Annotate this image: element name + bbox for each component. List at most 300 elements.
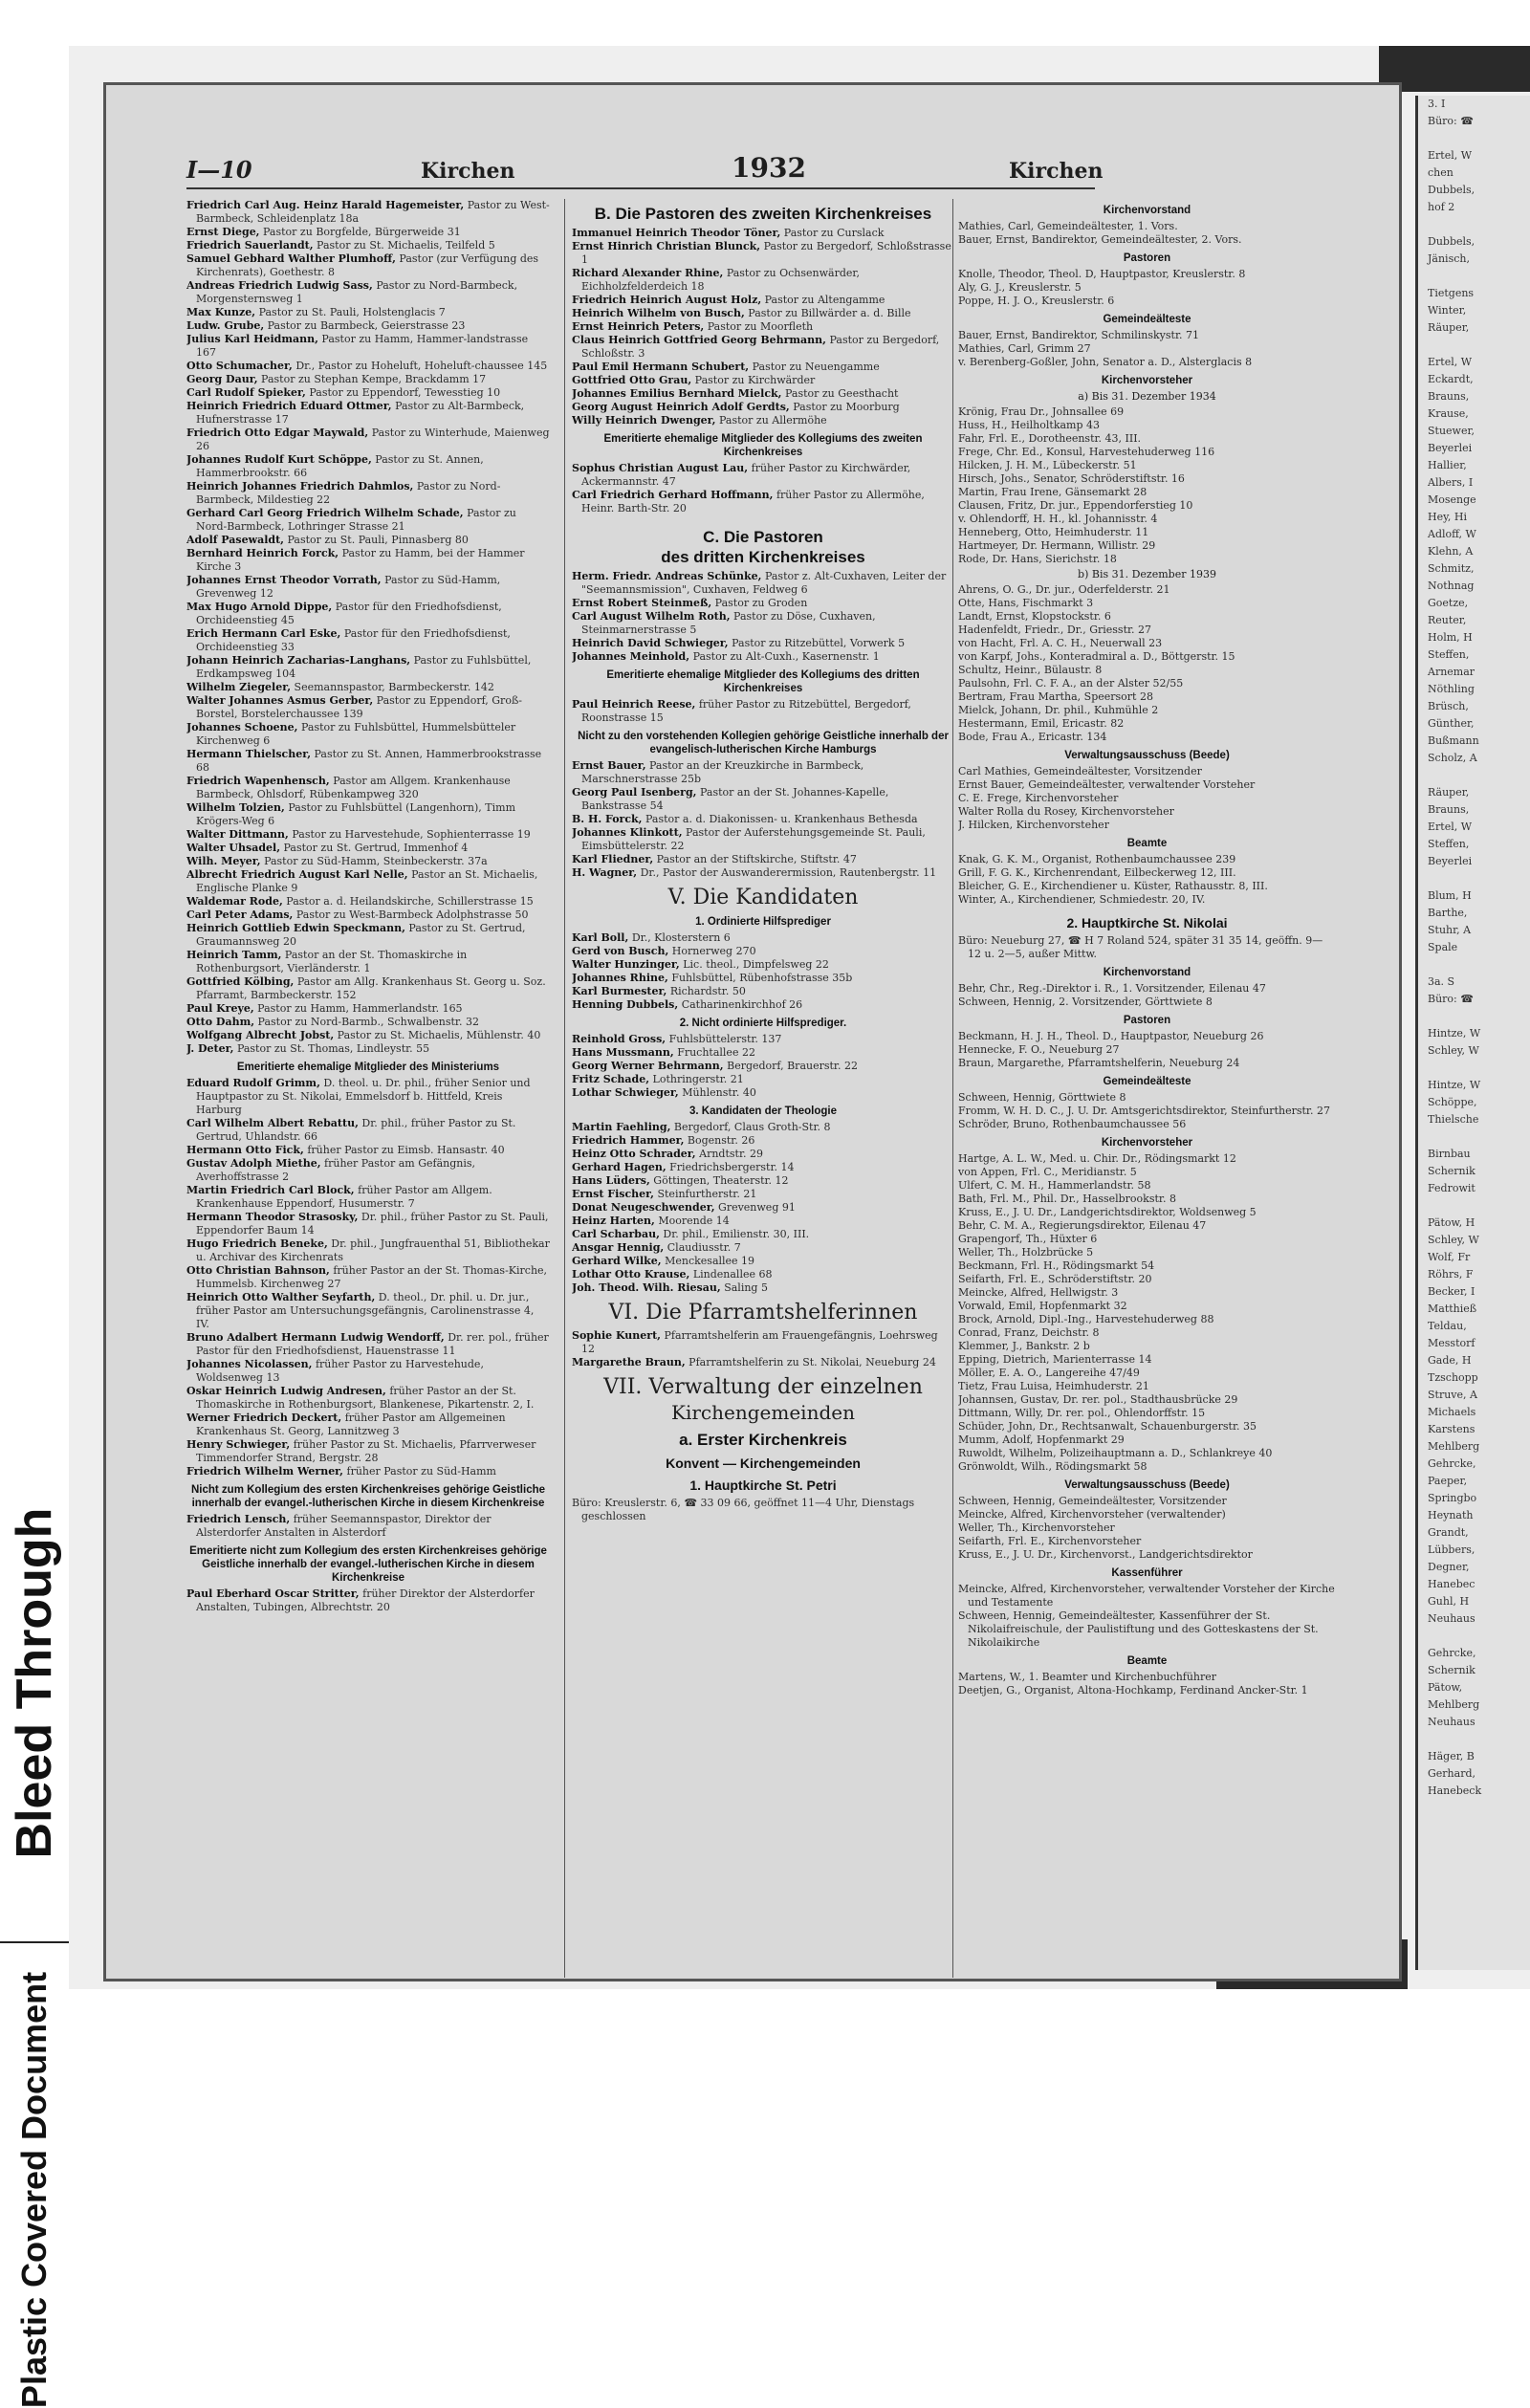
- directory-entry: Fahr, Frl. E., Dorotheenstr. 43, III.: [958, 432, 1142, 445]
- entry-details: Lothringerstr. 21: [649, 1073, 744, 1085]
- directory-entry: [186, 895, 550, 908]
- entry-details: Claudiusstr. 7: [664, 1241, 741, 1254]
- entry-details: Pastor zu Süd-Hamm, Grevenweg 12: [196, 574, 501, 600]
- entry-details: Pastor zu Ritzebüttel, Vorwerk 5: [728, 637, 906, 649]
- entry-details: früher Seemannspastor, Direktor der Alsterdorfer Anstalten in Alsterdorf: [196, 1513, 492, 1539]
- directory-entry: [186, 547, 550, 574]
- chapter-heading: VI. Die Pfarramtshelferinnen: [608, 1301, 918, 1324]
- entry-name: Ernst Heinrich Peters,: [572, 320, 705, 333]
- entry-name: Georg Paul Isenberg,: [572, 786, 697, 799]
- adjacent-page-fragment: Stuewer,: [1428, 425, 1475, 437]
- section-heading: Emeritierte ehemalige Mitglieder des Ministeriums: [236, 1062, 500, 1073]
- directory-entry: Poppe, H. J. O., Kreuslerstr. 6: [958, 295, 1115, 307]
- entry-name: Lothar Schwieger,: [572, 1086, 679, 1099]
- running-head-right: Kirchen: [1009, 159, 1104, 184]
- entry-details: Menckesallee 19: [661, 1255, 755, 1267]
- entry-name: Heinrich Friedrich Eduard Ottmer,: [186, 400, 392, 412]
- directory-entry: [572, 597, 954, 610]
- adjacent-page-fragment: Neuhaus: [1428, 1716, 1475, 1728]
- directory-entry: [186, 507, 550, 534]
- adjacent-page-fragment: Brauns,: [1428, 390, 1470, 403]
- entry-list: [186, 1077, 550, 1478]
- adjacent-page-fragment: Schernik: [1428, 1165, 1475, 1177]
- entry-name: Johannes Meinhold,: [572, 650, 690, 663]
- entry-list: [572, 698, 954, 725]
- adjacent-page-fragment: chen: [1428, 166, 1454, 179]
- directory-entry: Bleicher, G. E., Kirchendiener u. Küster, Rathausstr. 8, III.: [958, 880, 1268, 892]
- entry-details: Pastor zu St. Gertrud, Immenhof 4: [280, 842, 469, 854]
- directory-entry: Martin, Frau Irene, Gänsemarkt 28: [958, 486, 1148, 498]
- adjacent-page-fragment: [1418, 1628, 1530, 1645]
- entry-details: Arndtstr. 29: [695, 1148, 763, 1160]
- entry-details: Pastor an der Kreuzkirche in Barmbeck, Marschnerstrasse 25b: [581, 759, 864, 785]
- entry-details: Friedrichsbergerstr. 14: [666, 1161, 795, 1173]
- directory-entry: [186, 1002, 550, 1016]
- chapter-heading: V. Die Kandidaten: [667, 886, 859, 909]
- directory-entry: Mumm, Adolf, Hopfenmarkt 29: [958, 1434, 1125, 1446]
- entry-details: Pastor an der Stiftskirche, Stiftstr. 47: [653, 853, 857, 865]
- directory-entry: [572, 786, 954, 813]
- directory-entry: [186, 1184, 550, 1211]
- adjacent-page-fragment: Pätow,: [1428, 1681, 1463, 1694]
- directory-entry: [572, 1356, 954, 1369]
- directory-entry: [186, 1144, 550, 1157]
- section-heading: Pastoren: [1123, 252, 1171, 264]
- entry-details: Grevenweg 91: [714, 1201, 796, 1214]
- column-middle: [572, 199, 954, 2016]
- directory-entry: [572, 945, 954, 958]
- directory-entry: Kruss, E., J. U. Dr., Landgerichtsdirektor, Woldsenweg 5: [958, 1206, 1257, 1218]
- directory-entry: [186, 1117, 550, 1144]
- entry-details: früher Pastor zu Eimsb. Hansastr. 40: [303, 1144, 505, 1156]
- entry-name: Henry Schwieger,: [186, 1438, 291, 1451]
- entry-name: Eduard Rudolf Grimm,: [186, 1077, 320, 1089]
- adjacent-page-fragment: [1418, 1128, 1530, 1146]
- entry-name: Carl Wilhelm Albert Rebattu,: [186, 1117, 359, 1129]
- entry-name: Sophus Christian August Lau,: [572, 462, 749, 474]
- entry-details: Moorende 14: [654, 1215, 730, 1227]
- directory-entry: [186, 453, 550, 480]
- entry-name: B. H. Forck,: [572, 813, 643, 825]
- entry-name: Friedrich Wilhelm Werner,: [186, 1465, 344, 1478]
- entry-details: Saling 5: [720, 1281, 768, 1294]
- directory-entry: [186, 1513, 550, 1540]
- entry-name: Karl Boll,: [572, 931, 629, 944]
- directory-entry: Ulfert, C. M. H., Hammerlandstr. 58: [958, 1179, 1151, 1192]
- adjacent-page-fragment: Schley, W: [1428, 1234, 1479, 1246]
- running-head-left: Kirchen: [421, 159, 515, 184]
- side-label-divider: [0, 1941, 69, 1943]
- directory-entry: [572, 1255, 954, 1268]
- adjacent-page-fragment: Jänisch,: [1428, 252, 1470, 265]
- entry-details: Pastor für den Friedhofsdienst, Orchideenstieg 33: [196, 627, 511, 653]
- entry-name: Richard Alexander Rhine,: [572, 267, 724, 279]
- entry-details: Pastor zu Borgfelde, Bürgerweide 31: [259, 226, 461, 238]
- directory-entry: [186, 252, 550, 279]
- directory-entry: [572, 1148, 954, 1161]
- directory-entry: Huss, H., Heilholtkamp 43: [958, 419, 1101, 431]
- adjacent-page-fragment: Heynath: [1428, 1509, 1474, 1521]
- directory-entry: [186, 360, 550, 373]
- adjacent-page-fragment: Pätow, H: [1428, 1216, 1475, 1229]
- entry-details: früher Pastor zu Allermöhe, Heinr. Barth-Str. 20: [581, 489, 925, 514]
- adjacent-page-fragment: Hey, Hi: [1428, 511, 1467, 523]
- directory-entry: [572, 637, 954, 650]
- adjacent-page-fragment: [1418, 130, 1530, 147]
- entry-name: Otto Dahm,: [186, 1016, 255, 1028]
- directory-entry: Hadenfeldt, Friedr., Dr., Griesstr. 27: [958, 624, 1152, 636]
- entry-name: Carl Rudolf Spieker,: [186, 386, 306, 399]
- adjacent-page-fragment: Stuhr, A: [1428, 924, 1472, 936]
- entry-name: Paul Emil Hermann Schubert,: [572, 361, 750, 373]
- entry-details: früher Pastor am Gefängnis, Averhoffstrasse 2: [196, 1157, 475, 1183]
- entry-details: Pastor zu Winterhude, Maienweg 26: [196, 427, 550, 452]
- directory-entry: [572, 998, 954, 1012]
- entry-name: Gottfried Otto Grau,: [572, 374, 692, 386]
- entry-name: Gerhard Carl Georg Friedrich Wilhelm Schade,: [186, 507, 464, 519]
- directory-entry: [186, 1237, 550, 1264]
- entry-name: Max Kunze,: [186, 306, 256, 318]
- directory-entry: Weller, Th., Holzbrücke 5: [958, 1246, 1094, 1259]
- entry-name: Johannes Ernst Theodor Vorrath,: [186, 574, 382, 586]
- directory-entry: Brock, Arnold, Dipl.-Ing., Harvestehuderweg 88: [958, 1313, 1214, 1325]
- adjacent-page-fragment: [1418, 1060, 1530, 1077]
- directory-entry: [186, 226, 550, 239]
- directory-entry: Ahrens, O. G., Dr. jur., Oderfelderstr. 21: [958, 583, 1170, 596]
- entry-name: J. Deter,: [186, 1042, 234, 1055]
- entry-details: Pastor zu Stephan Kempe, Brackdamm 17: [257, 373, 487, 385]
- section-heading: Verwaltungsausschuss (Beede): [1064, 750, 1230, 761]
- adjacent-page-fragment: Tzschopp: [1428, 1371, 1478, 1384]
- directory-entry: [572, 1329, 954, 1356]
- adjacent-page-fragment: Ertel, W: [1428, 149, 1473, 162]
- chapter-heading: Kirchengemeinden: [671, 1401, 855, 1424]
- adjacent-page-fragment: [1418, 870, 1530, 887]
- entry-details: Pastor zu Hamm, Hammerlandstr. 165: [253, 1002, 463, 1015]
- entry-details: Dr. phil., Jungfrauenthal 51, Bibliothekar u. Archivar des Kirchenrats: [196, 1237, 550, 1263]
- plastic-covered-label: Plastic Covered Document: [14, 1971, 54, 2408]
- adjacent-page-fragment: Büro: ☎: [1428, 115, 1474, 127]
- directory-entry: [186, 1385, 550, 1412]
- directory-entry: [186, 654, 550, 681]
- adjacent-page-fragment: hof 2: [1428, 201, 1455, 213]
- directory-entry: [572, 320, 954, 334]
- office-hours: Büro: Neueburg 27, ☎ H 7 Roland 524, später 31 35 14, geöffn. 9—12 u. 2—5, außer Mittw.: [958, 934, 1323, 960]
- directory-entry: [186, 721, 550, 748]
- directory-entry: J. Hilcken, Kirchenvorsteher: [958, 819, 1109, 831]
- adjacent-page-fragment: [1418, 337, 1530, 354]
- office-hours: Büro: Kreuslerstr. 6, ☎ 33 09 66, geöffnet 11—4 Uhr, Dienstags geschlossen: [572, 1497, 915, 1522]
- entry-name: Friedrich Carl Aug. Heinz Harald Hagemeister,: [186, 199, 465, 211]
- directory-entry: [186, 801, 550, 828]
- directory-entry: [186, 748, 550, 775]
- directory-entry: Knolle, Theodor, Theol. D, Hauptpastor, Kreuslerstr. 8: [958, 268, 1246, 280]
- entry-details: D. theol., Dr. phil. u. Dr. jur., früher Pastor am Untersuchungsgefängnis, Carolinenstrasse 4, IV.: [196, 1291, 535, 1330]
- entry-list: [186, 199, 550, 1056]
- directory-entry: Hartmeyer, Dr. Hermann, Willistr. 29: [958, 539, 1156, 552]
- section-heading: a. Erster Kirchenkreis: [679, 1431, 847, 1449]
- adjacent-page-fragment: Günther,: [1428, 717, 1475, 730]
- adjacent-page-fragment: Nothnag: [1428, 580, 1475, 592]
- entry-name: Karl Burmester,: [572, 985, 667, 997]
- entry-name: Georg August Heinrich Adolf Gerdts,: [572, 401, 790, 413]
- entry-name: Friedrich Sauerlandt,: [186, 239, 314, 252]
- entry-name: Margarethe Braun,: [572, 1356, 686, 1368]
- entry-details: Pastor zu Eppendorf, Tewesstieg 10: [305, 386, 501, 399]
- adjacent-page-fragment: Büro: ☎: [1428, 993, 1474, 1005]
- entry-name: Johannes Rudolf Kurt Schöppe,: [186, 453, 372, 466]
- directory-entry: Beckmann, H. J. H., Theol. D., Hauptpastor, Neueburg 26: [958, 1030, 1264, 1042]
- entry-list: [572, 1033, 954, 1100]
- entry-details: Lic. theol., Dimpfelsweg 22: [679, 958, 829, 971]
- entry-list: [958, 268, 1336, 308]
- entry-name: Immanuel Heinrich Theodor Töner,: [572, 227, 781, 239]
- entry-details: Pastor zu Alt-Barmbeck, Hufnerstrasse 17: [196, 400, 525, 426]
- directory-entry: [572, 1033, 954, 1046]
- adjacent-page-fragment: Gehrcke,: [1428, 1457, 1476, 1470]
- directory-entry: [572, 267, 954, 294]
- adjacent-page-fragment: Schmitz,: [1428, 562, 1475, 575]
- entry-name: Paul Eberhard Oscar Stritter,: [186, 1587, 360, 1600]
- entry-details: Pastor zu Barmbeck, Geierstrasse 23: [264, 319, 466, 332]
- section-heading: Kirchenvorsteher: [1101, 1137, 1193, 1149]
- entry-name: Karl Fliedner,: [572, 853, 654, 865]
- adjacent-page-fragment: Scholz, A: [1428, 752, 1477, 764]
- directory-entry: [572, 1281, 954, 1295]
- directory-entry: Carl Mathies, Gemeindeältester, Vorsitzender: [958, 765, 1202, 777]
- directory-entry: [572, 985, 954, 998]
- entry-name: Johannes Schoene,: [186, 721, 298, 733]
- directory-entry: Hestermann, Emil, Ericastr. 82: [958, 717, 1125, 730]
- adjacent-page-fragment: Springbo: [1428, 1492, 1477, 1504]
- entry-details: früher Direktor der Alsterdorfer Anstalten, Tubingen, Albrechtstr. 20: [196, 1587, 535, 1613]
- section-heading: Kassenführer: [1111, 1567, 1183, 1579]
- directory-entry: [186, 1358, 550, 1385]
- adjacent-page-fragment: Holm, H: [1428, 631, 1473, 644]
- entry-name: Heinrich Gottlieb Edwin Speckmann,: [186, 922, 405, 934]
- adjacent-page-fragment: Fedrowit: [1428, 1182, 1475, 1194]
- directory-entry: Möller, E. A. O., Langereihe 47/49: [958, 1367, 1140, 1379]
- entry-details: Pastor zu Altengamme: [761, 294, 885, 306]
- entry-name: Ansgar Hennig,: [572, 1241, 665, 1254]
- entry-list: [572, 462, 954, 515]
- directory-entry: [572, 698, 954, 725]
- directory-entry: Hartge, A. L. W., Med. u. Chir. Dr., Rödingsmarkt 12: [958, 1152, 1236, 1165]
- entry-details: Pastor zu West-Barmbeck Adolphstrasse 50: [293, 908, 529, 921]
- entry-details: Pastor zu Kirchwärder: [691, 374, 816, 386]
- entry-details: früher Pastor zu Süd-Hamm: [343, 1465, 496, 1478]
- directory-entry: Ruwoldt, Wilhelm, Polizeihauptmann a. D., Schlankreye 40: [958, 1447, 1273, 1459]
- adjacent-page-fragment: [1418, 956, 1530, 974]
- directory-entry: [186, 868, 550, 895]
- adjacent-page-fragment: Struve, A: [1428, 1389, 1477, 1401]
- directory-entry: [186, 694, 550, 721]
- directory-entry: Conrad, Franz, Deichstr. 8: [958, 1326, 1100, 1339]
- entry-name: Willy Heinrich Dwenger,: [572, 414, 716, 427]
- entry-details: Dr., Pastor zu Hoheluft, Hoheluft-chaussee 145: [292, 360, 548, 372]
- entry-name: Walter Johannes Asmus Gerber,: [186, 694, 374, 707]
- directory-entry: [572, 1174, 954, 1188]
- section-heading: B. Die Pastoren des zweiten Kirchenkreises: [594, 205, 932, 223]
- entry-name: Reinhold Gross,: [572, 1033, 667, 1045]
- entry-details: Pfarramtshelferin am Frauengefängnis, Loehrsweg 12: [581, 1329, 938, 1355]
- directory-entry: [572, 853, 954, 866]
- entry-details: Pastor zu Bergedorf, Schloßstrasse 1: [581, 240, 951, 266]
- entry-name: Hans Mussmann,: [572, 1046, 674, 1059]
- entry-details: Pastor zu Fuhlsbüttel, Hummelsbütteler Kirchenweg 6: [196, 721, 516, 747]
- directory-entry: Bauer, Ernst, Bandirektor, Schmilinskystr. 71: [958, 329, 1199, 341]
- directory-entry: Mielck, Johann, Dr. phil., Kuhmühle 2: [958, 704, 1159, 716]
- entry-details: Pastor für den Friedhofsdienst, Orchideenstieg 45: [196, 601, 502, 626]
- entry-details: Richardstr. 50: [667, 985, 746, 997]
- directory-entry: [572, 972, 954, 985]
- entry-details: Dr., Pastor der Auswanderermission, Rautenbergstr. 11: [637, 866, 937, 879]
- section-heading: Pastoren: [1123, 1015, 1171, 1026]
- entry-list: [572, 1121, 954, 1295]
- adjacent-page-fragment: Messtorf: [1428, 1337, 1475, 1349]
- directory-entry: [572, 759, 954, 786]
- entry-details: Dr. phil., Emilienstr. 30, III.: [659, 1228, 810, 1240]
- directory-entry: [186, 1412, 550, 1438]
- directory-entry: [572, 1121, 954, 1134]
- entry-name: Paul Heinrich Reese,: [572, 698, 696, 711]
- entry-details: Pastor zu Nord-Barmbeck, Lothringer Strasse 21: [196, 507, 516, 533]
- directory-entry: Meincke, Alfred, Kirchenvorsteher, verwaltender Vorsteher der Kirche und Testamente: [958, 1583, 1335, 1609]
- directory-entry: [186, 1465, 550, 1478]
- entry-name: Ernst Robert Steinmeß,: [572, 597, 712, 609]
- entry-name: Claus Heinrich Gottfried Georg Behrmann,: [572, 334, 826, 346]
- entry-name: Wilhelm Ziegeler,: [186, 681, 292, 693]
- entry-details: Pastor zu Nord-Barmb., Schwalbenstr. 32: [254, 1016, 479, 1028]
- entry-details: Bergedorf, Claus Groth-Str. 8: [670, 1121, 831, 1133]
- directory-entry: [572, 826, 954, 853]
- entry-name: Erich Hermann Carl Eske,: [186, 627, 341, 640]
- adjacent-page-fragment: Thielsche: [1428, 1113, 1479, 1126]
- adjacent-page-fragment: Krause,: [1428, 407, 1469, 420]
- adjacent-page-fragment: Ertel, W: [1428, 356, 1473, 368]
- entry-details: früher Pastor an der St. Thomaskirche in Rothenburgsort, Blankenese, Pikartenstr. 2, I.: [196, 1385, 535, 1411]
- entry-name: Ernst Hinrich Christian Blunck,: [572, 240, 761, 252]
- adjacent-page-fragment: Hanebeck: [1428, 1784, 1482, 1797]
- directory-entry: [572, 227, 954, 240]
- directory-entry: [186, 627, 550, 654]
- entry-name: Georg Daur,: [186, 373, 258, 385]
- entry-details: Mühlenstr. 40: [678, 1086, 756, 1099]
- section-heading: Beamte: [1126, 838, 1168, 849]
- adjacent-page-fragment: Eckardt,: [1428, 373, 1474, 385]
- directory-entry: v. Ohlendorff, H. H., kl. Johannisstr. 4: [958, 513, 1158, 525]
- column-left: [186, 199, 550, 2016]
- directory-entry: Grapengorf, Th., Hüxter 6: [958, 1233, 1098, 1245]
- directory-entry: [186, 1264, 550, 1291]
- entry-details: Seemannspastor, Barmbeckerstr. 142: [291, 681, 494, 693]
- adjacent-page-fragment: Brauns,: [1428, 803, 1470, 816]
- directory-entry: von Karpf, Johs., Konteradmiral a. D., Böttgerstr. 15: [958, 650, 1235, 663]
- directory-entry: Schultz, Heinr., Bülaustr. 8: [958, 664, 1103, 676]
- entry-name: Hermann Theodor Strasosky,: [186, 1211, 359, 1223]
- entry-name: Carl August Wilhelm Roth,: [572, 610, 731, 623]
- section-heading: Gemeindeälteste: [1103, 314, 1191, 325]
- entry-details: Pastor zu Hamm, bei der Hammer Kirche 3: [196, 547, 525, 573]
- adjacent-page-fragment: Beyerlei: [1428, 855, 1473, 867]
- directory-entry: Deetjen, G., Organist, Altona-Hochkamp, Ferdinand Ancker-Str. 1: [958, 1684, 1308, 1697]
- entry-list: [958, 982, 1336, 1009]
- entry-details: Pastor zu St. Pauli, Holstenglacis 7: [255, 306, 446, 318]
- section-heading: des dritten Kirchenkreises: [661, 548, 865, 566]
- directory-entry: Meincke, Alfred, Hellwigstr. 3: [958, 1286, 1119, 1299]
- entry-details: Pastor zu Eppendorf, Groß-Borstel, Borstelerchaussee 139: [196, 694, 523, 720]
- entry-details: Pastor zu Bergedorf, Schloßstr. 3: [581, 334, 940, 360]
- directory-entry: [572, 958, 954, 972]
- adjacent-page-fragment: Teldau,: [1428, 1320, 1467, 1332]
- section-heading: 1. Ordinierte Hilfsprediger: [695, 916, 831, 928]
- entry-name: Gerhard Wilke,: [572, 1255, 662, 1267]
- entry-name: Andreas Friedrich Ludwig Sass,: [186, 279, 373, 292]
- entry-details: Pastor zu Ochsenwärder, Eichholzfelderdeich 18: [581, 267, 860, 293]
- adjacent-page-fragment: Gerhard,: [1428, 1767, 1475, 1780]
- adjacent-page-fragment: Mehlberg: [1428, 1440, 1480, 1453]
- column-right: [958, 199, 1336, 2016]
- directory-entry: Schween, Hennig, Gemeindeältester, Vorsitzender: [958, 1495, 1227, 1507]
- entry-name: Friedrich Otto Edgar Maywald,: [186, 427, 369, 439]
- directory-entry: Grönwoldt, Wilh., Rödingsmarkt 58: [958, 1460, 1148, 1473]
- adjacent-page-fragment: Mehlberg: [1428, 1698, 1480, 1711]
- adjacent-page-fragment: Birnbau: [1428, 1148, 1471, 1160]
- directory-entry: Grill, F. G. K., Kirchenrendant, Eilbeckerweg 12, III.: [958, 866, 1236, 879]
- directory-entry: [572, 1134, 954, 1148]
- adjacent-page-fragment: Matthieß: [1428, 1303, 1477, 1315]
- section-heading: Emeritierte ehemalige Mitglieder des Kollegiums des dritten Kirchenkreises: [606, 669, 920, 694]
- entry-name: Gottfried Kölbing,: [186, 975, 295, 988]
- directory-entry: [572, 931, 954, 945]
- directory-entry: Seifarth, Frl. E., Schröderstiftstr. 20: [958, 1273, 1152, 1285]
- entry-name: Walter Hunzinger,: [572, 958, 680, 971]
- adjacent-page-fragment: Grandt,: [1428, 1526, 1469, 1539]
- directory-entry: Schween, Hennig, 2. Vorsitzender, Görttwiete 8: [958, 996, 1213, 1008]
- directory-entry: [572, 1073, 954, 1086]
- directory-entry: [186, 975, 550, 1002]
- directory-entry: Johannsen, Gustav, Dr. rer. pol., Stadthausbrücke 29: [958, 1393, 1238, 1406]
- entry-details: früher Pastor am Allgem. Krankenhause Eppendorf, Husumerstr. 7: [196, 1184, 492, 1210]
- entry-list: [958, 583, 1336, 744]
- section-heading: 2. Nicht ordinierte Hilfsprediger.: [679, 1018, 847, 1029]
- entry-list: [958, 1583, 1336, 1650]
- directory-entry: [572, 1188, 954, 1201]
- entry-details: Pastor zu St. Michaelis, Teilfeld 5: [313, 239, 495, 252]
- adjacent-page-fragment: Steffen,: [1428, 648, 1470, 661]
- adjacent-page-fragment: Gehrcke,: [1428, 1647, 1476, 1659]
- adjacent-page-fragment: Hallier,: [1428, 459, 1467, 471]
- entry-details: früher Pastor am Allgemeinen Krankenhaus St. Georg, Lannitzweg 3: [196, 1412, 506, 1437]
- entry-details: früher Pastor zu Harvestehude, Woldsenweg 13: [196, 1358, 484, 1384]
- column-rule-1: [564, 199, 565, 1978]
- directory-entry: [186, 775, 550, 801]
- entry-name: Carl Scharbau,: [572, 1228, 660, 1240]
- directory-entry: Vorwald, Emil, Hopfenmarkt 32: [958, 1300, 1127, 1312]
- entry-name: Joh. Theod. Wilh. Riesau,: [572, 1281, 721, 1294]
- entry-name: Donat Neugeschwender,: [572, 1201, 715, 1214]
- entry-details: Pastor an der St. Thomaskirche in Rothenburgsort, Vierländerstr. 1: [196, 949, 468, 974]
- entry-name: Friedrich Hammer,: [572, 1134, 685, 1147]
- directory-entry: [572, 650, 954, 664]
- entry-details: früher Pastor zu Kirchwärder, Ackermannstr. 47: [581, 462, 911, 488]
- adjacent-page-fragment: Tietgens: [1428, 287, 1475, 299]
- adjacent-page-edge: [1415, 96, 1530, 1970]
- adjacent-page-fragment: Schernik: [1428, 1664, 1475, 1676]
- entry-details: Pfarramtshelferin zu St. Nikolai, Neueburg 24: [685, 1356, 936, 1368]
- directory-entry: Martens, W., 1. Beamter und Kirchenbuchführer: [958, 1671, 1217, 1683]
- directory-entry: Bertram, Frau Martha, Speersort 28: [958, 690, 1153, 703]
